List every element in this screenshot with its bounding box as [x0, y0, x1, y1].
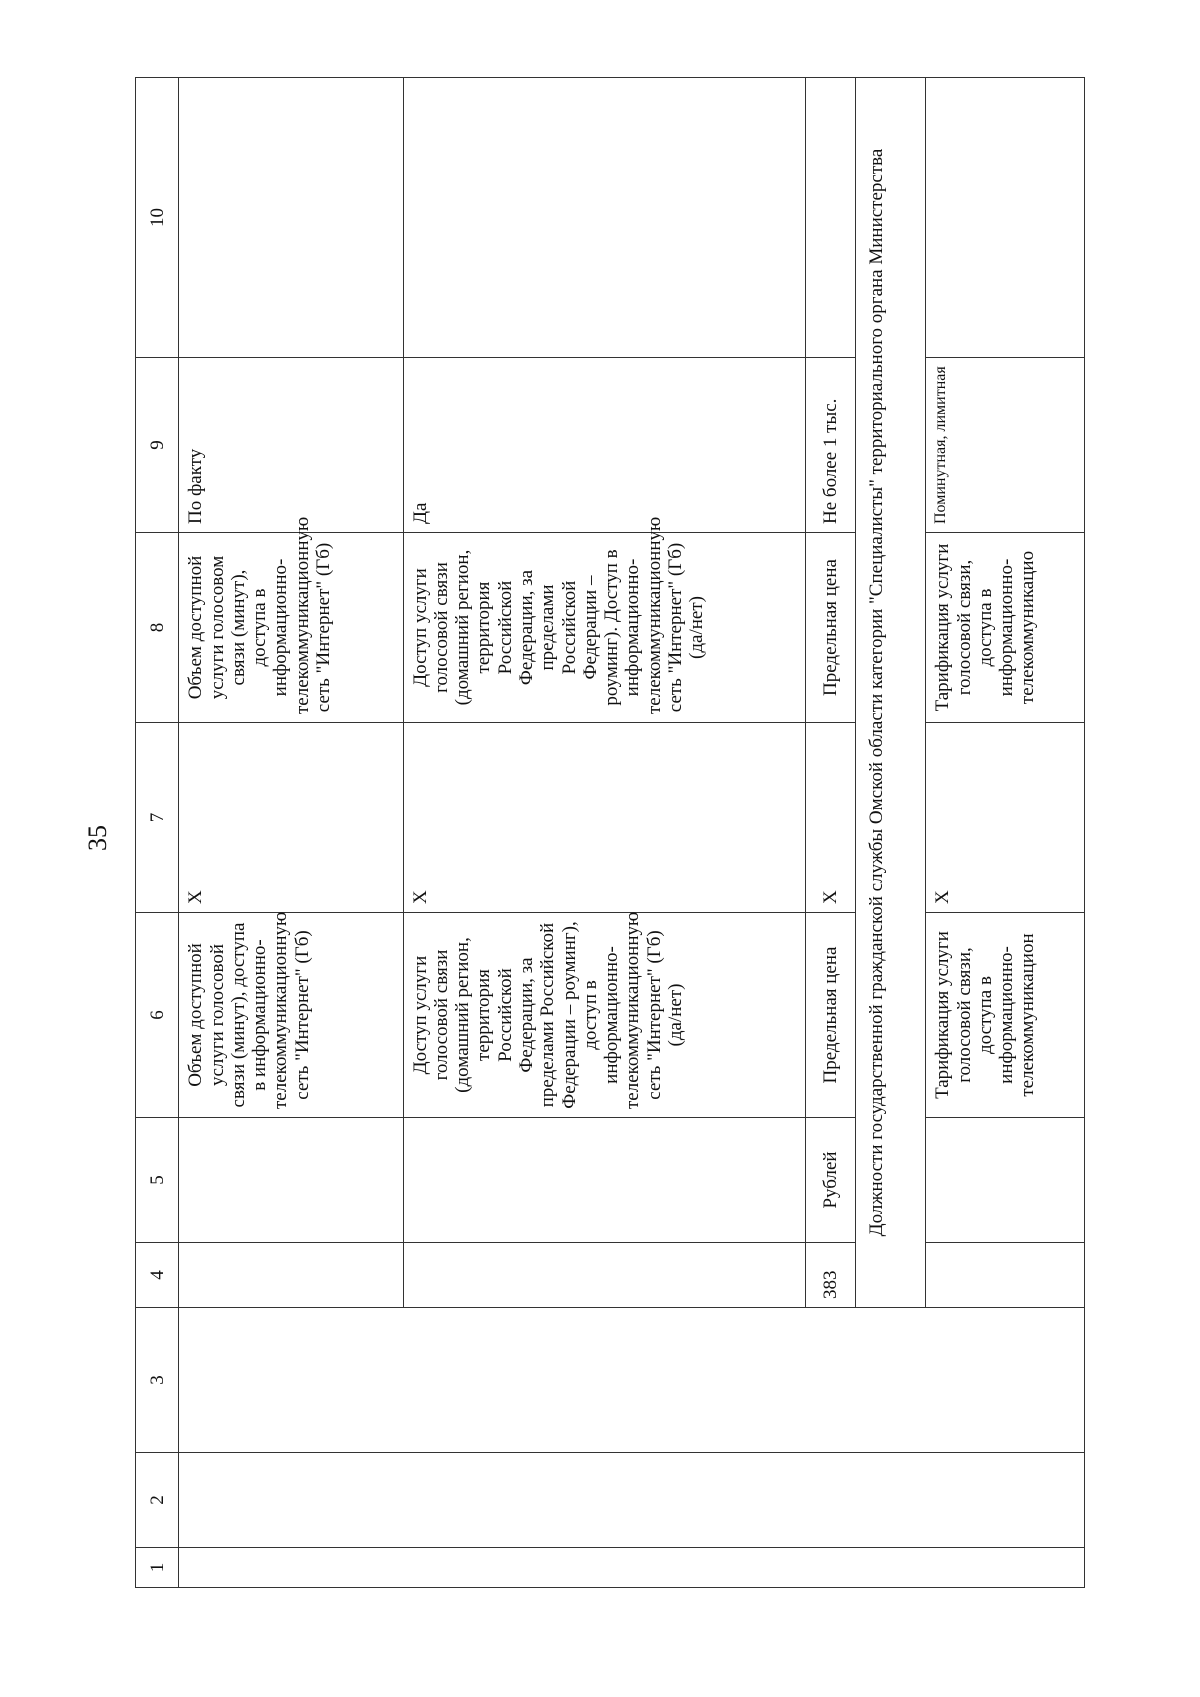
row-b-col4 [403, 1243, 805, 1308]
row-b-col9: Да [403, 358, 805, 533]
column-number-row [136, 78, 179, 1588]
merged-cell-1 [179, 1548, 1085, 1588]
row-c-col9: Не более 1 тыс. [805, 358, 856, 533]
col-header-4: 4 [136, 1243, 179, 1308]
col-header-1: 1 [136, 1548, 179, 1588]
row-d-col4 [926, 1243, 1085, 1308]
merged-cell-2 [179, 1453, 1085, 1548]
row-b-col6: Доступ услуги голосовой связи (домашний регион, территория Российской Федерации, за пределами Российской Федерации – роуминг), доступ в информационно-телекоммуникационную сеть "Интернет" (Гб) (да/нет) [403, 913, 805, 1118]
col-header-8: 8 [136, 533, 179, 723]
col-header-3: 3 [136, 1308, 179, 1453]
category-banner: Должности государственной гражданской службы Омской области категории "Специалисты" территориального органа Министерства [856, 78, 926, 1308]
row-c-col6: Предельная цена [805, 913, 856, 1118]
col-header-9: 9 [136, 358, 179, 533]
row-a-col8: Объем доступной услуги голосовом связи (минут), доступа в информационно-телекоммуникационную сеть "Интернет" (Гб) [179, 533, 403, 723]
merged-cell-3 [179, 1308, 1085, 1453]
col-header-5: 5 [136, 1118, 179, 1243]
table-container [135, 78, 1085, 1588]
col-header-2: 2 [136, 1453, 179, 1548]
row-d-col9: Поминутная, лимитная [926, 358, 1085, 533]
row-c-col7: X [805, 723, 856, 913]
row-b-col10 [403, 78, 805, 358]
row-c-col8: Предельная цена [805, 533, 856, 723]
row-a-col6: Объем доступной услуги голосовой связи (минут), доступа в информационно-телекоммуникационную сеть "Интернет" (Гб) [179, 913, 403, 1118]
row-c-col10 [805, 78, 856, 358]
row-b-col7: X [403, 723, 805, 913]
row-d-col10 [926, 78, 1085, 358]
col-header-10: 10 [136, 78, 179, 358]
row-a-col4 [179, 1243, 403, 1308]
row-d-col7: X [926, 723, 1085, 913]
row-c-col4: 383 [805, 1243, 856, 1308]
row-d-col8: Тарификация услуги голосовой связи, доступа в информационно-телекоммуникацио [926, 533, 1085, 723]
rotated-table [135, 78, 1085, 1588]
row-c-col5: Рублей [805, 1118, 856, 1243]
row-a-col7: X [179, 723, 403, 913]
row-a-col5 [179, 1118, 403, 1243]
row-a-col10 [179, 78, 403, 358]
row-b-col8: Доступ услуги голосовой связи (домашний регион, территория Российской Федерации, за пределами Российской Федерации – роуминг). Доступ в информационно-телекоммуникационную сеть "Интернет" (Гб) (да/нет) [403, 533, 805, 723]
page-number: 35 [83, 825, 112, 851]
row-b-col5 [403, 1118, 805, 1243]
col-header-7: 7 [136, 723, 179, 913]
row-a-col9: По факту [179, 358, 403, 533]
requirements-table [135, 77, 1085, 1588]
table-row [179, 78, 403, 1588]
row-d-col5 [926, 1118, 1085, 1243]
row-d-col6: Тарификация услуги голосовой связи, доступа в информационно-телекоммуникацион [926, 913, 1085, 1118]
col-header-6: 6 [136, 913, 179, 1118]
